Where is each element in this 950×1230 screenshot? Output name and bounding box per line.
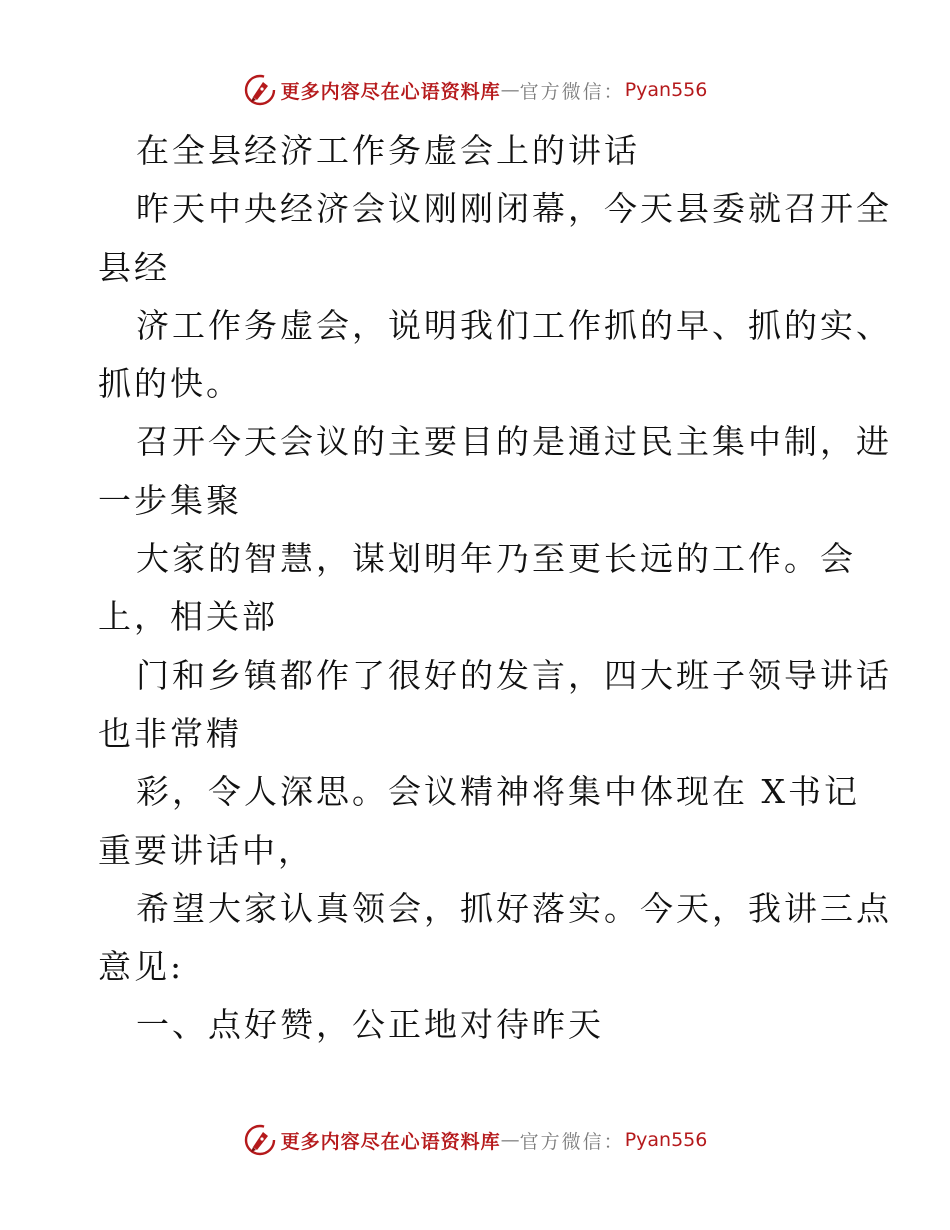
paragraph-line: 门和乡镇都作了很好的发言，四大班子领导讲话 (136, 655, 892, 695)
paragraph-line: 意见: (98, 947, 185, 987)
banner-contact-label: 官方微信： (519, 80, 625, 103)
paragraph-line: 希望大家认真领会，抓好落实。今天，我讲三点 (136, 888, 892, 928)
pen-nib-logo-icon (243, 1123, 277, 1157)
banner-contact-id: Pyan556 (624, 1129, 708, 1151)
banner-contact-label: 官方微信： (519, 1130, 625, 1153)
paragraph-line: 抓的快。 (98, 364, 242, 404)
footer-banner (0, 1120, 950, 1160)
paragraph-line: 重要讲话中， (98, 830, 314, 870)
paragraph-line: 上，相关部 (98, 597, 278, 637)
paragraph-line: 昨天中央经济会议刚刚闭幕，今天县委就召开全 (136, 189, 892, 229)
paragraph-line: 济工作务虚会，说明我们工作抓的早、抓的实、 (136, 305, 892, 345)
document-body (98, 122, 892, 1055)
paragraph-line: 召开今天会议的主要目的是通过民主集中制，进 (136, 422, 892, 462)
banner-separator: — (500, 1129, 520, 1151)
banner-main-text: 更多内容尽在心语资料库 (280, 1130, 501, 1153)
header-banner (0, 70, 950, 110)
paragraph-line: 县经 (98, 247, 170, 287)
paragraph-line: 也非常精 (98, 713, 242, 753)
banner-contact-id: Pyan556 (624, 79, 708, 101)
paragraph-line: 彩，令人深思。会议精神将集中体现在 X书记 (136, 772, 860, 812)
banner-separator: — (500, 79, 520, 101)
paragraph-line: 大家的智慧，谋划明年乃至更长远的工作。会 (136, 539, 856, 579)
document-title: 在全县经济工作务虚会上的讲话 (136, 131, 640, 170)
section-heading: 一、点好赞，公正地对待昨天 (136, 1005, 604, 1045)
pen-nib-logo-icon (243, 73, 277, 107)
paragraph-line: 一步集聚 (98, 480, 242, 520)
banner-main-text: 更多内容尽在心语资料库 (280, 80, 501, 103)
